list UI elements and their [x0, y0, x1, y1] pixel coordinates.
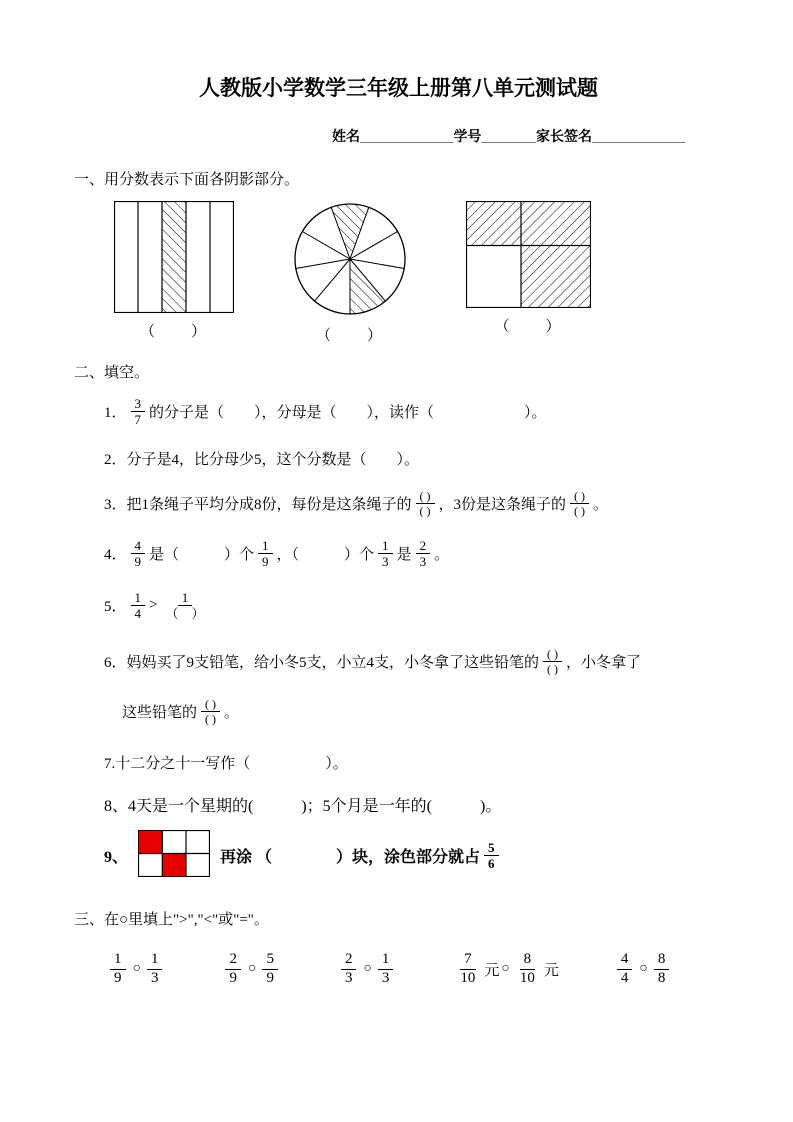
comparison-circle: ○	[132, 961, 141, 977]
section1-heading: 一、用分数表示下面各阴影部分。	[74, 172, 300, 188]
fill-item-8	[104, 793, 723, 816]
shaded-cell	[162, 853, 185, 876]
comparison-row	[74, 951, 723, 987]
left-fraction: $\frac{2}{3}$	[341, 951, 357, 987]
fill-item-9	[104, 830, 723, 882]
comparison-item-1	[106, 951, 167, 987]
right-fraction: $\frac{8}{8}$	[654, 951, 670, 987]
item-text: 8、4天是一个星期的( )；5个月是一年的( )。	[104, 797, 502, 815]
item-text: 。	[224, 704, 240, 721]
item-text: 3．把1条绳子平均分成8份，每份是这条绳子的	[104, 496, 412, 513]
item-text: ，（ ）个	[276, 547, 375, 564]
fill-item-5	[104, 590, 723, 622]
comparison-circle: ○	[501, 961, 510, 977]
page-title: 人教版小学数学三年级上册第八单元测试题	[199, 77, 598, 100]
coloring-grid	[138, 830, 210, 882]
item-text: 2．分子是4，比分母少5，这个分数是（ ）。	[104, 451, 420, 468]
right-fraction: $\frac{1}{3}$	[378, 951, 394, 987]
section2-heading: 二、填空。	[74, 365, 150, 381]
blank-fraction: $\frac{( )}{( )}$	[570, 489, 589, 518]
fill-in-items	[74, 396, 723, 882]
circle-figure-svg	[292, 201, 408, 317]
item-text: 。	[434, 547, 450, 564]
fill-item-2	[104, 448, 723, 469]
figure-circle	[292, 201, 408, 345]
fraction-1-3: $\frac{1}{3}$	[378, 538, 393, 570]
item-number: 1．	[104, 405, 127, 422]
fill-item-3	[104, 489, 723, 518]
fraction-1-blank: $\frac{1}{( )}$	[165, 589, 205, 621]
fill-item-4	[104, 538, 723, 570]
fill-item-7	[104, 752, 723, 773]
item-text: ，小冬拿了	[566, 655, 642, 672]
item-text: 的分子是（ ），分母是（ ），读作（ ）。	[149, 405, 547, 422]
fill-item-1	[104, 396, 723, 428]
comparison-item-4	[452, 951, 559, 987]
left-fraction: $\frac{7}{10}$	[460, 950, 476, 986]
item-text: 是（ ）个	[149, 547, 255, 564]
item-number: 9、	[104, 849, 129, 867]
left-fraction: $\frac{4}{4}$	[617, 951, 633, 987]
fraction-3-7: $\frac{3}{7}$	[131, 396, 146, 428]
item-text: 6．妈妈买了9支铅笔，给小冬5支，小立4支，小冬拿了这些铅笔的	[104, 655, 540, 672]
fill-item-6-line2	[104, 697, 723, 726]
answer-blank-strips: （ ）	[139, 324, 208, 340]
right-fraction: $\frac{8}{10}$	[519, 950, 535, 986]
blank-fraction: $\frac{( )}{( )}$	[543, 647, 562, 676]
fraction-1-9: $\frac{1}{9}$	[258, 538, 273, 570]
grid-figure-svg	[466, 201, 591, 308]
comparison-circle: ○	[247, 961, 257, 977]
right-fraction: $\frac{1}{3}$	[147, 951, 163, 987]
coloring-grid-svg	[138, 830, 210, 877]
fraction-2-3: $\frac{2}{3}$	[416, 538, 431, 570]
right-unit: 元	[543, 962, 559, 979]
item-text: 是	[396, 547, 412, 564]
item-text: 7.十二分之十一写作（ ）。	[104, 755, 348, 772]
item-number: 5．	[104, 598, 127, 615]
fill-item-6-line1	[104, 647, 723, 676]
student-info-line	[74, 126, 723, 146]
left-fraction: $\frac{2}{9}$	[225, 951, 241, 987]
item-text: 。	[593, 496, 609, 513]
comparison-circle: ○	[363, 961, 372, 977]
blank-fraction: $\frac{( )}{( )}$	[416, 489, 435, 518]
figure-grid	[466, 201, 591, 336]
shaded-cell	[139, 831, 162, 853]
comparison-item-3	[337, 951, 398, 987]
name-field: 姓名____________	[332, 128, 454, 144]
item-text: 再涂 （ ）块，涂色部分就占	[220, 849, 481, 867]
figure-strips	[114, 201, 234, 341]
comparison-circle: ○	[639, 961, 648, 977]
answer-blank-circle: （ ）	[315, 328, 384, 344]
comparison-item-5	[613, 951, 674, 987]
fraction-1-4: $\frac{1}{4}$	[131, 590, 146, 622]
right-fraction: $\frac{5}{9}$	[262, 951, 278, 987]
item-text: ，3份是这条绳子的	[438, 496, 567, 513]
greater-than-sign: >	[149, 596, 158, 613]
student-id-field: 学号_______	[453, 128, 536, 144]
strips-figure-svg	[114, 201, 234, 313]
answer-blank-grid: （ ）	[494, 319, 563, 335]
fraction-5-6: $\frac{5}{6}$	[484, 840, 499, 872]
item-number: 4．	[104, 547, 127, 564]
left-fraction: $\frac{1}{9}$	[110, 951, 126, 987]
section3-heading: 三、在○里填上">","<"或"="。	[74, 911, 269, 928]
comparison-item-2	[221, 951, 282, 987]
fraction-4-9: $\frac{4}{9}$	[131, 538, 146, 570]
item-text: 这些铅笔的	[122, 704, 198, 721]
signature-field: 家长签名____________	[535, 128, 686, 144]
figures-row	[74, 201, 723, 345]
left-unit: 元	[484, 962, 500, 979]
blank-fraction: $\frac{( )}{( )}$	[201, 697, 220, 726]
